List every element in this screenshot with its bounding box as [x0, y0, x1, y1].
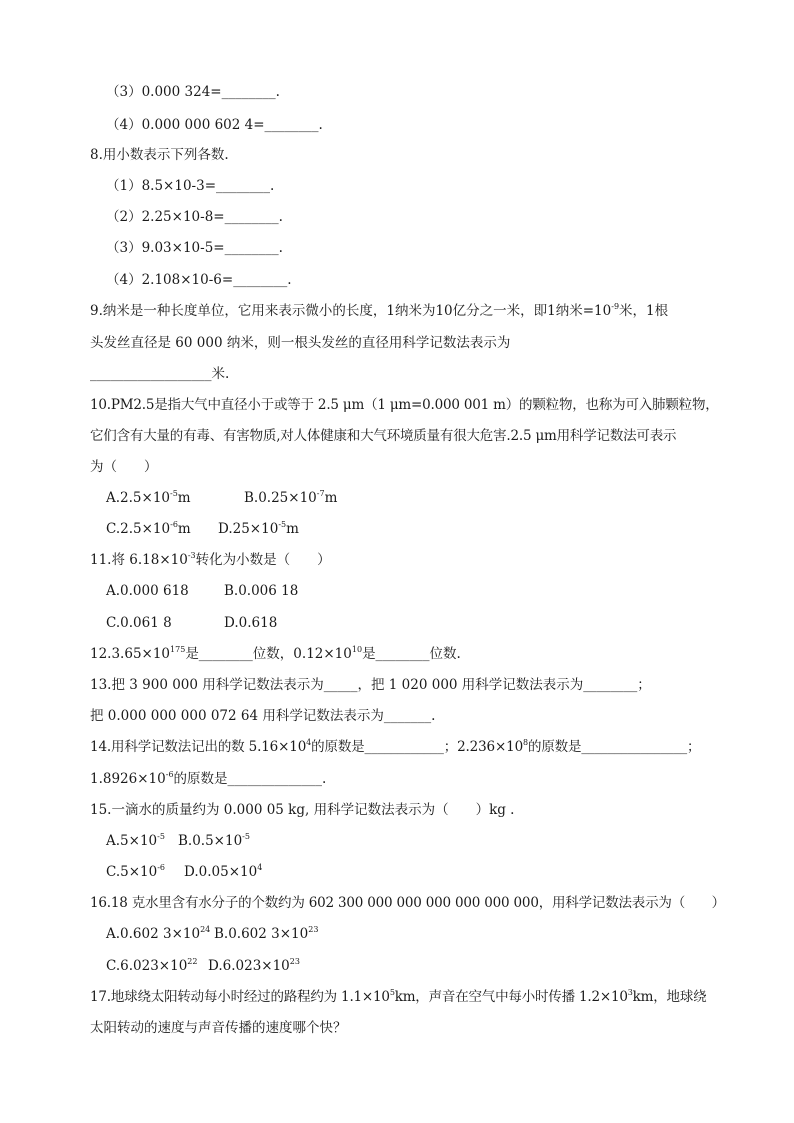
q14-exponent-1: 4	[306, 738, 312, 747]
q15-options-row-1	[106, 831, 250, 851]
q10-options-row-2	[106, 519, 299, 539]
q10-options-row-1	[106, 488, 337, 508]
q14-line-2	[90, 769, 326, 789]
q11-options-row-1	[106, 581, 298, 601]
q11-option-c: C.0.061 8	[106, 615, 172, 631]
q9-exponent: -9	[611, 302, 620, 311]
q16-option-c	[106, 956, 208, 976]
q9-line-1	[90, 301, 668, 321]
q8-item-2: （2）2.25×10-8=________.	[106, 209, 283, 225]
q7-item-3: （3）0.000 324=________.	[106, 84, 280, 100]
q14-text-c: 的原数是________________；	[527, 739, 701, 755]
q15-option-c-exp: -6	[157, 863, 166, 872]
q10-option-d	[218, 519, 299, 539]
q9-text-b: 米，1根	[619, 303, 669, 319]
q16-option-d	[208, 956, 300, 976]
q9-line-3: __________________米.	[90, 366, 230, 382]
q10-option-a-base: A.2.5×10	[106, 490, 170, 506]
q10-option-a	[106, 488, 244, 508]
q15-option-c-base: C.5×10	[106, 864, 158, 880]
q15-option-c	[106, 862, 184, 882]
q10-option-c-exp: -6	[170, 520, 178, 529]
q16-title: 16.18 克水里含有水分子的个数约为 602 300 000 000 000 000 000 000，用科学记数法表示为（ ）	[90, 895, 725, 911]
q10-option-d-exp: -5	[278, 520, 287, 529]
q10-option-d-unit: m	[286, 521, 299, 537]
q16-option-a	[106, 924, 214, 944]
q12-text-a: 12.3.65×10	[90, 646, 171, 662]
q8-item-4: （4）2.108×10-6=________.	[106, 272, 292, 288]
q11-option-d: D.0.618	[224, 615, 278, 631]
q13-line-2: 把 0.000 000 000 072 64 用科学记数法表示为_______.	[90, 708, 436, 724]
q10-option-d-base: D.25×10	[218, 521, 279, 537]
q15-option-b-exp: -5	[242, 832, 250, 841]
q16-options-row-2	[106, 956, 300, 976]
q13-line-1: 13.把 3 900 000 用科学记数法表示为_____，把 1 020 000 用科学记数法表示为________；	[90, 677, 651, 693]
q16-option-b-base: B.0.602 3×10	[214, 926, 309, 942]
q14-line-1	[90, 737, 700, 757]
q15-options-row-2	[106, 862, 262, 882]
q11-title	[90, 550, 331, 570]
q16-option-d-base: D.6.023×10	[208, 958, 290, 974]
q15-option-b	[178, 831, 250, 851]
q14-text-e: 的原数是______________.	[173, 771, 327, 787]
q17-line-2: 太阳转动的速度与声音传播的速度哪个快？	[90, 1020, 347, 1036]
q17-exponent-1: 5	[389, 988, 395, 997]
q8-title: 8.用小数表示下列各数.	[90, 147, 229, 163]
q10-line-3: 为（ ）	[90, 459, 158, 475]
q15-option-a-exp: -5	[157, 832, 165, 841]
q9-line-2: 头发丝直径是 60 000 纳米，则一根头发丝的直径用科学记数法表示为	[90, 335, 511, 351]
q11-exponent: -3	[187, 551, 196, 560]
q16-option-c-exp: 22	[187, 957, 198, 966]
q17-text-b: km，声音在空气中每小时传播 1.2×10	[394, 989, 628, 1005]
q12-text-c: 是________位数.	[362, 646, 461, 662]
q10-option-b-base: B.0.25×10	[244, 490, 317, 506]
q15-option-d-exp: 4	[257, 863, 263, 872]
q17-exponent-2: 3	[627, 988, 633, 997]
q10-option-b-exp: -7	[316, 489, 325, 498]
q15-title: 15.一滴水的质量约为 0.000 05 kg, 用科学记数法表示为（ ）kg .	[90, 802, 515, 818]
q14-text-b: 的原数是____________；2.236×10	[311, 739, 524, 755]
q16-option-a-base: A.0.602 3×10	[106, 926, 201, 942]
q16-options-row-1	[106, 924, 318, 944]
q14-exponent-2: 8	[523, 738, 528, 747]
q11-option-b: B.0.006 18	[224, 583, 299, 599]
q10-line-2: 它们含有大量的有毒、有害物质,对人体健康和大气环境质量有很大危害.2.5 μm用科学记数法可表示	[90, 428, 677, 444]
q14-text-d: 1.8926×10	[90, 771, 166, 787]
q11-text-b: 转化为小数是（ ）	[195, 552, 331, 568]
q10-option-b-unit: m	[324, 490, 338, 506]
q9-text-a: 9.纳米是一种长度单位，它用来表示微小的长度，1纳米为10亿分之一米，即1纳米=10	[90, 303, 612, 319]
q15-option-d	[184, 862, 262, 882]
q11-option-a: A.0.000 618	[106, 583, 189, 599]
q16-option-d-exp: 23	[289, 957, 300, 966]
q15-option-a	[106, 831, 178, 851]
q10-option-a-exp: -5	[170, 489, 178, 498]
q12-exponent-2: 10	[351, 645, 363, 654]
q11-options-row-2	[106, 613, 277, 633]
q14-text-a: 14.用科学记数法记出的数 5.16×10	[90, 739, 307, 755]
q16-option-b	[214, 924, 318, 944]
q12-exponent-1: 175	[170, 645, 186, 654]
q10-option-c	[106, 519, 218, 539]
q15-option-d-base: D.0.05×10	[184, 864, 258, 880]
q15-option-b-base: B.0.5×10	[178, 833, 243, 849]
q10-option-b	[244, 488, 337, 508]
q16-option-a-exp: 24	[200, 925, 211, 934]
q12-text-b: 是________位数，0.12×10	[185, 646, 352, 662]
q12-line	[90, 644, 461, 664]
q17-line-1	[90, 987, 706, 1007]
q11-text-a: 11.将 6.18×10	[90, 552, 188, 568]
q10-option-a-unit: m	[177, 490, 191, 506]
q15-option-a-base: A.5×10	[106, 833, 158, 849]
q7-item-4: （4）0.000 000 602 4=________.	[106, 117, 323, 133]
q17-text-c: km，地球绕	[632, 989, 707, 1005]
q17-text-a: 17.地球绕太阳转动每小时经过的路程约为 1.1×10	[90, 989, 390, 1005]
q8-item-3: （3）9.03×10-5=________.	[106, 240, 283, 256]
q8-item-1: （1）8.5×10-3=________.	[106, 178, 275, 194]
q16-option-b-exp: 23	[308, 925, 319, 934]
q14-exponent-3: -6	[165, 770, 174, 779]
q10-option-c-base: C.2.5×10	[106, 521, 171, 537]
q16-option-c-base: C.6.023×10	[106, 958, 188, 974]
q10-line-1: 10.PM2.5是指大气中直径小于或等于 2.5 μm（1 μm=0.000 001 m）的颗粒物，也称为可入肺颗粒物，	[90, 397, 719, 413]
q10-option-c-unit: m	[177, 521, 191, 537]
